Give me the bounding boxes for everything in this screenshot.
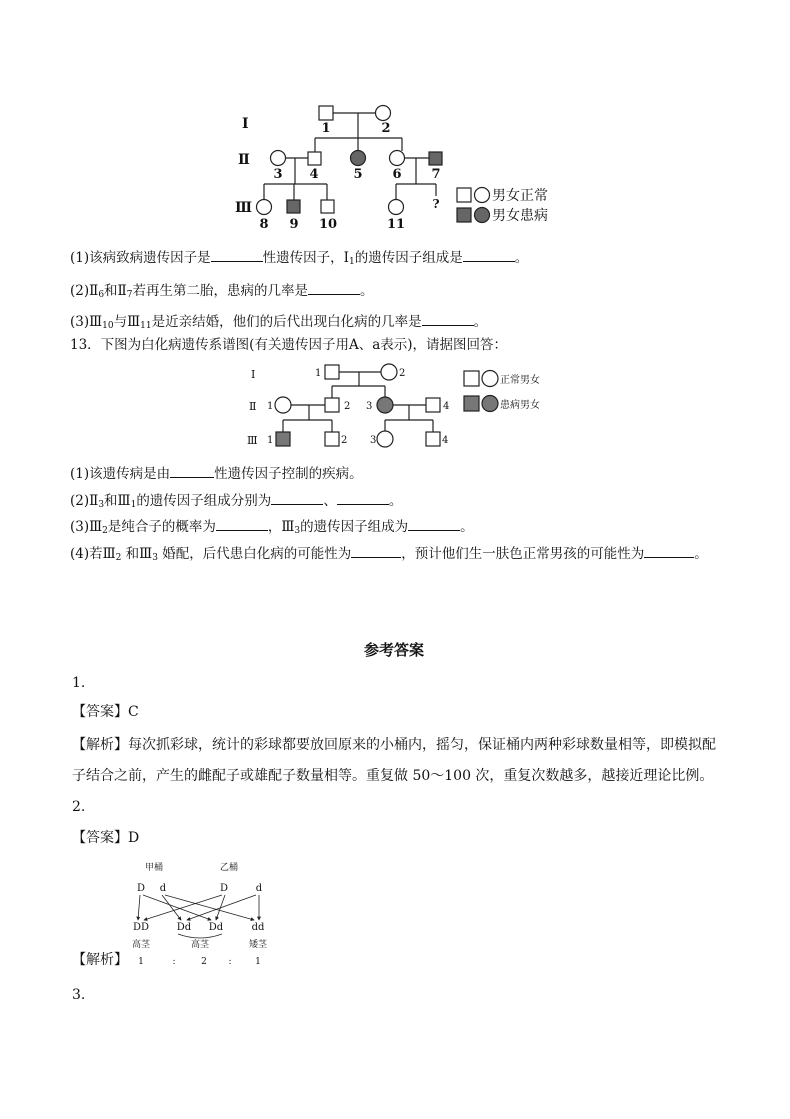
gamete-right-D: D [219, 883, 229, 894]
q12-p3-blank[interactable] [422, 313, 474, 326]
q13-p1-text-b: 性遗传因子控制的疾病。 [214, 466, 363, 482]
q12-p2-sub2: 7 [126, 290, 133, 300]
offspring-DD: DD [132, 922, 150, 933]
q12-part2 [70, 282, 373, 304]
answer2-label: 【答案】D [72, 830, 140, 846]
q12-p3-text-b: 与Ⅲ [113, 314, 141, 330]
q12-p1-text-a: (1)该病致病遗传因子是 [70, 250, 211, 266]
pedigree1-III11-female-normal [389, 200, 404, 215]
pedigree1-num-9: 9 [289, 217, 299, 232]
q13-p2-sub1: 3 [98, 500, 105, 510]
legend1-affected-label: 男女患病 [492, 208, 548, 224]
q12-p1-text-c: 的遗传因子组成是 [354, 250, 463, 266]
q13-p2-sub2: 1 [130, 500, 137, 510]
q12-p1-blank-1[interactable] [211, 249, 263, 262]
pedigree1-II3-female-normal [271, 151, 286, 166]
pedigree1-question-mark: ? [432, 197, 440, 211]
pedigree-chart-2 [245, 360, 565, 455]
ratio-colon-1: : [172, 957, 176, 967]
pedigree2-II4-male-normal [426, 398, 440, 412]
q13-part3 [70, 518, 474, 540]
pedigree2-III2-male-normal [325, 432, 339, 446]
legend2-normal-label: 正常男女 [500, 375, 540, 386]
q13-p3-text-b: 是纯合子的概率为 [107, 519, 216, 535]
q13-p3-text-d: 的遗传因子组成为 [300, 519, 409, 535]
pedigree1-III8-female-normal [257, 200, 272, 215]
legend2-female-affected-icon [482, 396, 498, 412]
q12-p2-sub1: 6 [98, 290, 105, 300]
pedigree1-num-2: 2 [381, 121, 391, 136]
pedigree1-num-4: 4 [309, 167, 319, 182]
q13-p3-text-a: (3)Ⅲ [70, 519, 103, 535]
pedigree2-III3-female-normal [377, 431, 393, 447]
q12-p2-blank[interactable] [308, 282, 360, 295]
answer1-explanation-line2: 子结合之前，产生的雌配子或雄配子数量相等。重复做 50～100 次，重复次数越多，越接近理论比例。 [72, 768, 714, 784]
pedigree2-III1-male-affected [276, 432, 290, 446]
pedigree1-num-8: 8 [259, 217, 269, 232]
q12-part1 [70, 249, 528, 271]
legend2-female-normal-icon [482, 371, 498, 387]
pedigree2-gen-III: Ⅲ [247, 434, 258, 447]
answer1-number: 1. [72, 675, 86, 691]
pedigree2-I2-female-normal [381, 364, 397, 380]
pedigree1-I1-male-normal [319, 106, 333, 120]
offspring-Dd-1: Dd [176, 922, 192, 933]
legend1-female-affected-icon [475, 208, 490, 223]
q12-p2-text-b: 和Ⅱ [104, 283, 127, 299]
legend1-male-normal-icon [457, 188, 471, 202]
pedigree1-num-3: 3 [273, 167, 283, 182]
gamete-left-D: D [136, 883, 146, 894]
ratio-2: 2 [201, 957, 207, 967]
pedigree2-num-III2: 2 [341, 435, 348, 446]
pedigree1-num-7: 7 [431, 167, 441, 182]
pheno-tall-1: 高茎 [131, 940, 151, 950]
pedigree2-num-II1: 1 [267, 401, 274, 412]
pedigree-chart-1 [230, 98, 560, 238]
q13-p4-sub2: 3 [152, 553, 158, 563]
q13-p2-text-b: 和Ⅲ [104, 493, 131, 509]
pheno-tall-2: 高茎 [190, 940, 210, 950]
pedigree2-num-III3: 3 [370, 435, 377, 446]
ratio-colon-2: : [228, 957, 232, 967]
pedigree1-num-6: 6 [392, 167, 402, 182]
q12-p2-text-c: 若再生第二胎，患病的几率是 [132, 283, 308, 299]
legend1-female-normal-icon [475, 188, 490, 203]
q12-p3-sub2: 11 [140, 321, 152, 331]
q13-p4-text-a: (4)若Ⅲ [70, 546, 116, 562]
q13-p3-text-e: 。 [460, 519, 474, 535]
pheno-short: 矮茎 [248, 940, 268, 950]
pedigree1-num-1: 1 [321, 121, 331, 136]
pedigree2-gen-I: Ⅰ [251, 368, 256, 381]
answer1-explanation-label: 【解析】 [72, 737, 128, 753]
q13-p1-text-a: (1)该遗传病是由 [70, 466, 171, 482]
q13-p4-text-c: 婚配，后代患白化病的可能性为 [157, 546, 352, 562]
q12-p2-text-d: 。 [359, 283, 374, 299]
legend2-male-normal-icon [464, 371, 479, 386]
answer2-number: 2. [72, 799, 86, 815]
offspring-Dd-2: Dd [208, 922, 224, 933]
pedigree1-III9-male-affected [287, 200, 300, 213]
pedigree2-num-II3: 3 [366, 401, 373, 412]
pedigree2-II2-male-normal [325, 398, 339, 412]
answers-title: 参考答案 [364, 641, 425, 659]
q12-part3 [70, 313, 487, 335]
q13-p2-text-e: 。 [388, 493, 403, 509]
q13-p4-text-b: 和Ⅲ [121, 546, 153, 562]
pedigree2-III4-male-normal [426, 432, 440, 446]
pedigree2-num-I2: 2 [399, 368, 406, 379]
pedigree2-num-III4: 4 [442, 435, 449, 446]
pedigree1-III10-male-normal [321, 200, 334, 213]
left-bucket-label: 甲桶 [144, 863, 164, 873]
q13-p4-blank-1[interactable] [351, 545, 401, 558]
legend1-normal-label: 男女正常 [492, 188, 548, 204]
pedigree1-I2-female-normal [376, 106, 391, 121]
q12-p1-text-d: 。 [514, 250, 529, 266]
q13-part2 [70, 492, 402, 514]
pedigree2-gen-II: Ⅱ [249, 400, 257, 413]
right-bucket-label: 乙桶 [219, 863, 239, 873]
q12-p3-text-a: (3)Ⅲ [70, 314, 103, 330]
q12-p1-sub: 1 [348, 257, 355, 267]
q13-p2-text-a: (2)Ⅱ [70, 493, 99, 509]
q13-part4 [70, 545, 708, 567]
q13-p1-blank[interactable] [170, 465, 214, 478]
pedigree2-num-III1: 1 [267, 435, 274, 446]
q12-p3-text-c: 是近亲结婚，他们的后代出现白化病的几率是 [151, 314, 422, 330]
pedigree1-II6-female-normal [390, 151, 405, 166]
pedigree1-II7-male-affected [429, 152, 442, 165]
pedigree1-II4-male-normal [308, 152, 321, 165]
q13-p2-text-d: 、 [323, 493, 337, 509]
q13-p3-sub2: 3 [294, 526, 301, 536]
q12-p3-sub1: 10 [102, 321, 114, 331]
legend2-affected-label: 患病男女 [500, 400, 540, 411]
q13-p4-sub1: 2 [115, 553, 122, 563]
answer1-explanation-text1: 每次抓彩球，统计的彩球都要放回原来的小桶内，摇匀，保证桶内两种彩球数量相等，即模拟配 [128, 737, 716, 753]
gamete-left-d: d [159, 883, 167, 894]
pedigree1-gen-III: Ⅲ [235, 200, 253, 216]
q13-p3-blank-2[interactable] [408, 518, 460, 531]
answer1-label: 【答案】C [72, 704, 139, 720]
q12-p1-blank-2[interactable] [463, 249, 515, 262]
answer2-explanation-label: 【解析】 [72, 952, 128, 968]
pedigree1-num-11: 11 [386, 217, 406, 232]
pedigree2-num-I1: 1 [315, 368, 322, 379]
legend2-male-affected-icon [464, 396, 479, 411]
pedigree2-II3-female-affected [377, 397, 393, 413]
ratio-3: 1 [255, 957, 261, 967]
q12-p3-text-d: 。 [473, 314, 488, 330]
q13-p3-sub1: 2 [102, 526, 108, 536]
ratio-1: 1 [138, 957, 144, 967]
pedigree2-I1-male-normal [325, 365, 339, 379]
q13-heading: 13．下图为白化病遗传系谱图(有关遗传因子用A、a表示)，请据图回答： [70, 337, 508, 353]
q13-part1 [70, 465, 363, 483]
q13-p3-blank-1[interactable] [216, 518, 268, 531]
cross-diagram [126, 858, 286, 970]
offspring-dd: dd [251, 922, 265, 933]
pedigree2-II1-female-normal [275, 397, 291, 413]
pedigree2-num-II4: 4 [443, 401, 450, 412]
pedigree1-num-10: 10 [318, 217, 338, 232]
pedigree1-gen-II: Ⅱ [238, 152, 250, 168]
q13-p2-text-c: 的遗传因子组成分别为 [136, 493, 272, 509]
q13-p2-blank-2[interactable] [337, 492, 389, 505]
answer3-number: 3. [72, 987, 86, 1003]
q12-p1-text-b: 性遗传因子，Ⅰ [262, 250, 349, 266]
q13-p4-text-d: ，预计他们生一肤色正常男孩的可能性为 [401, 546, 645, 562]
q13-p2-blank-1[interactable] [271, 492, 323, 505]
answer1-explanation-line1 [72, 735, 716, 755]
gamete-right-d: d [255, 883, 263, 894]
legend1-male-affected-icon [457, 208, 471, 222]
pedigree2-num-II2: 2 [344, 401, 351, 412]
pedigree1-II5-female-affected [351, 151, 366, 166]
pedigree1-gen-I: Ⅰ [242, 116, 249, 132]
q13-p3-text-c: ，Ⅲ [267, 519, 295, 535]
q13-p4-blank-2[interactable] [644, 545, 694, 558]
q12-p2-text-a: (2)Ⅱ [70, 283, 99, 299]
pedigree1-num-5: 5 [353, 167, 363, 182]
q13-p4-text-e: 。 [694, 546, 708, 562]
